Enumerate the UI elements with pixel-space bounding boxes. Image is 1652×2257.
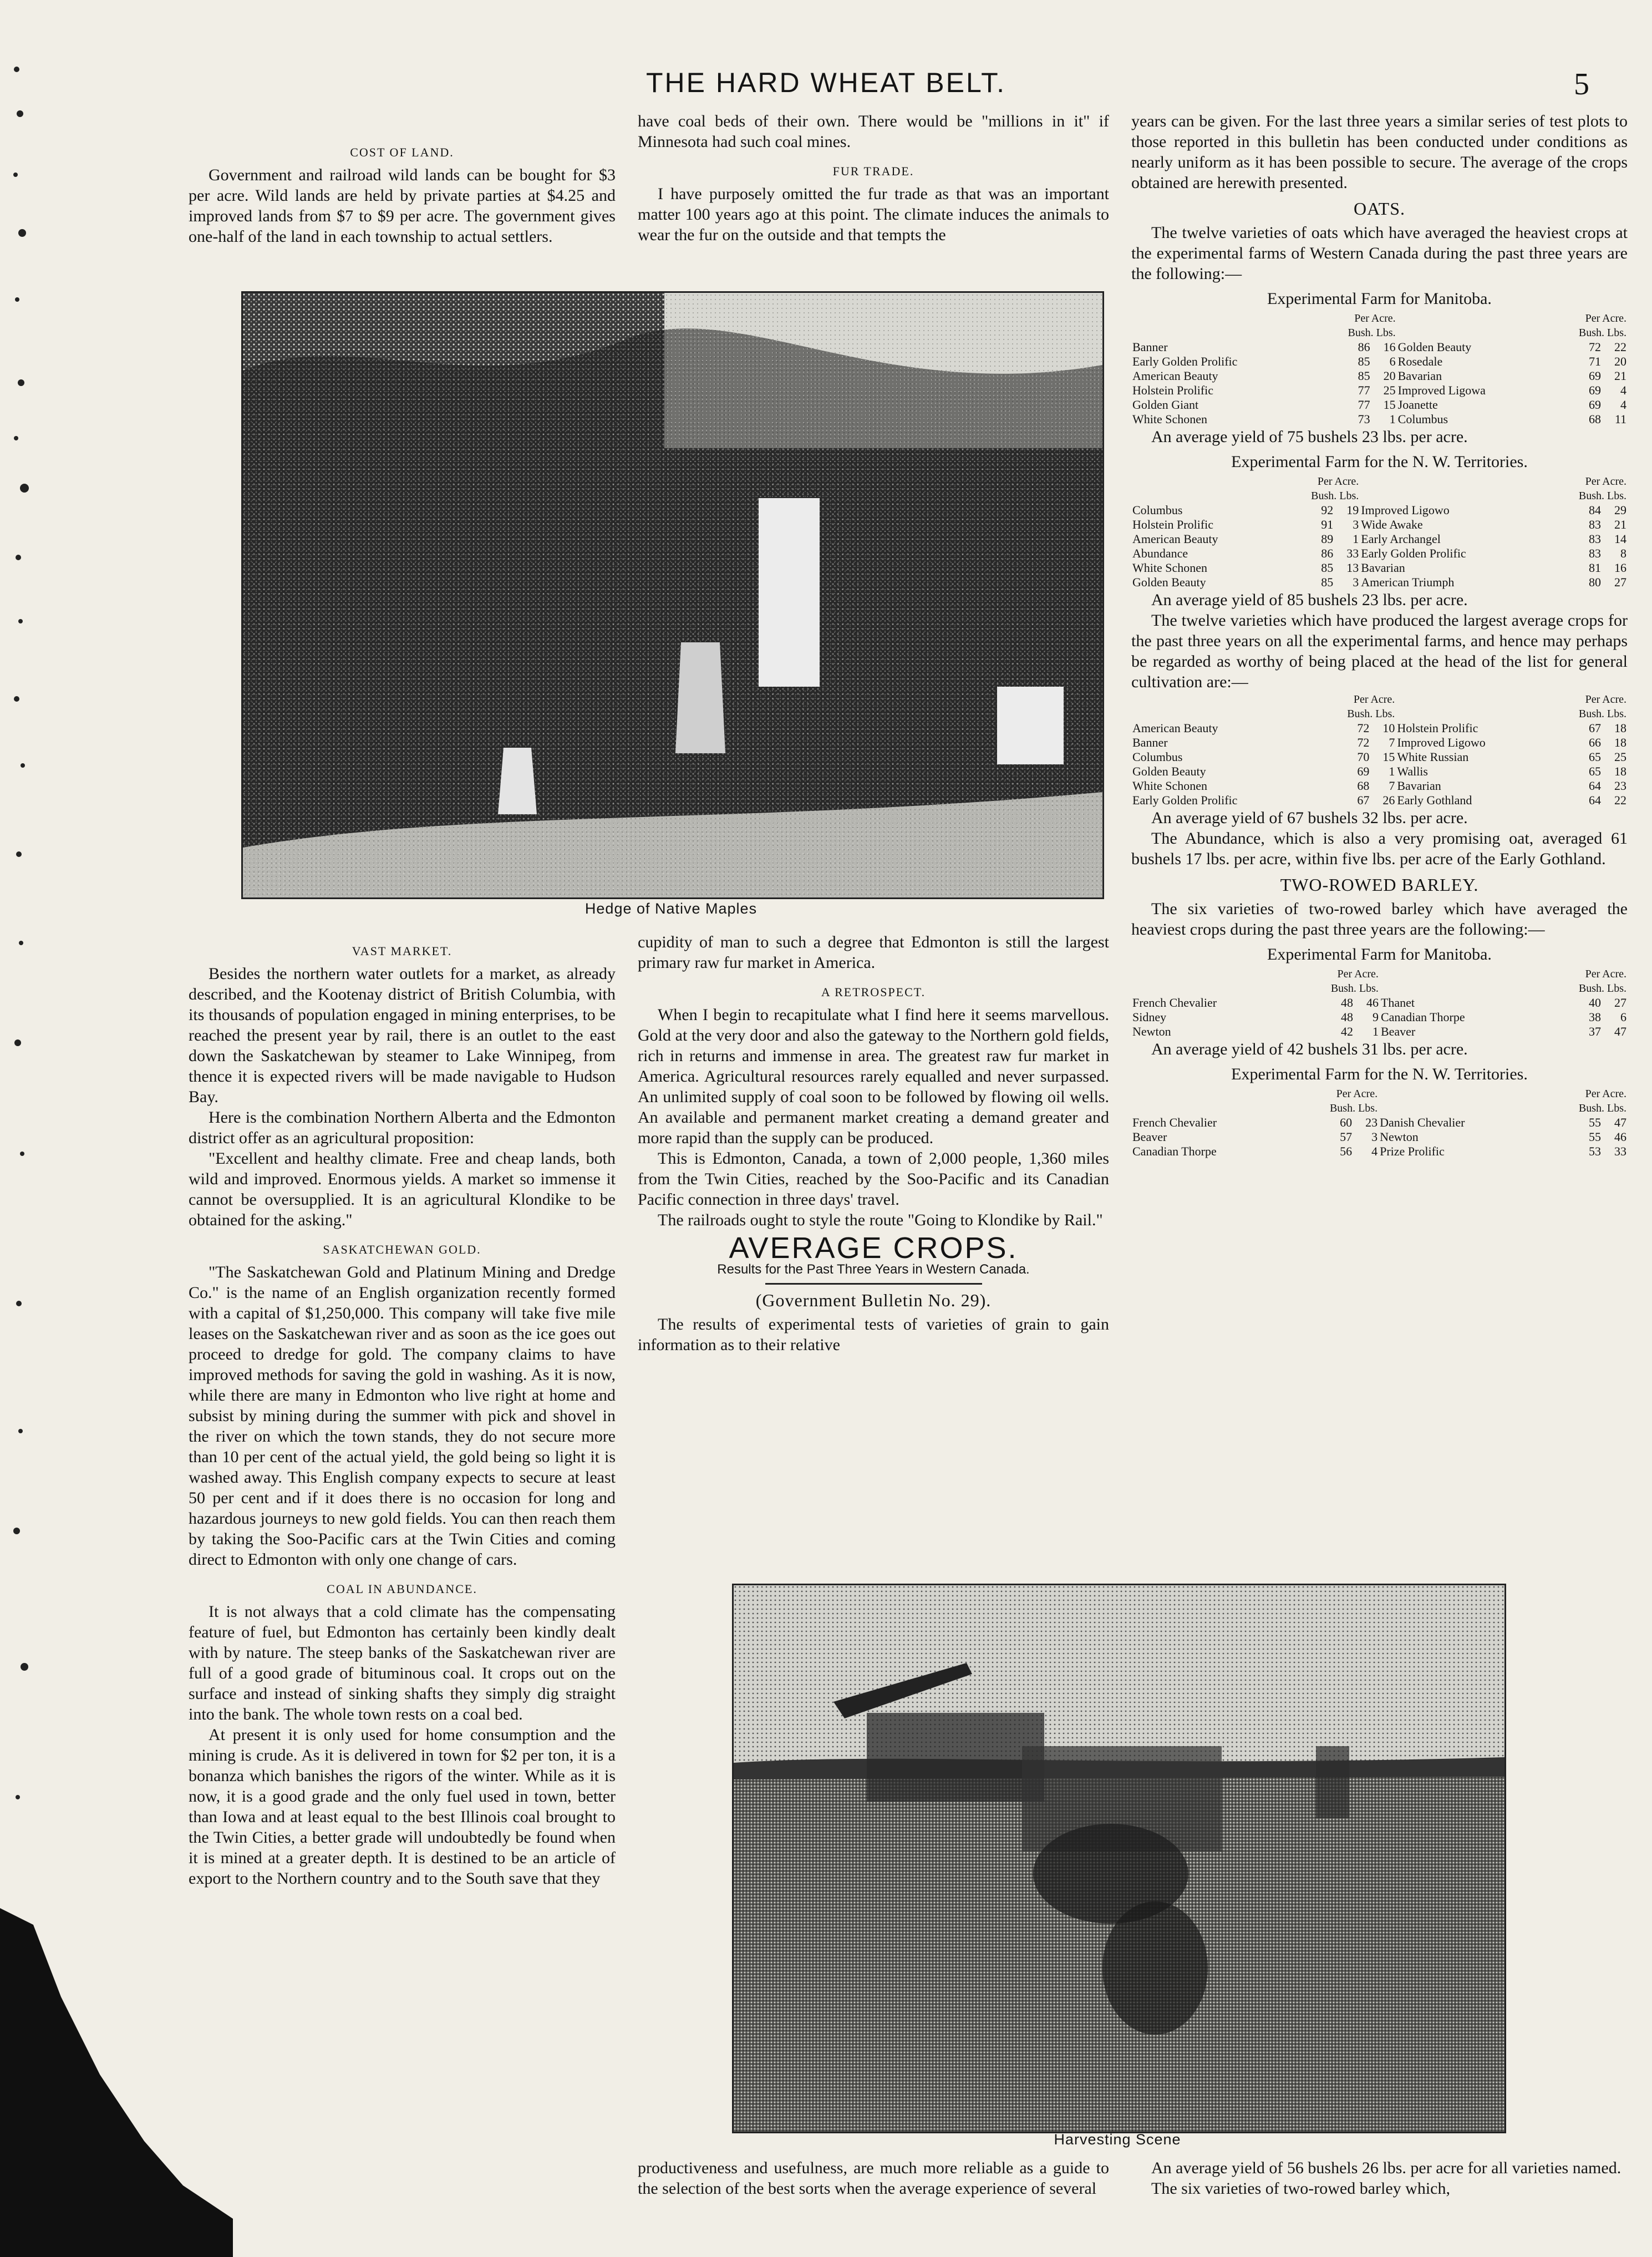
paragraph: have coal beds of their own. There would be "millions in it" if Minnesota had such coal mines. xyxy=(638,112,1109,151)
variety-name: Rosedale xyxy=(1397,354,1443,368)
section-heading: FUR TRADE. xyxy=(832,164,914,178)
pounds-value: 4 xyxy=(1371,1144,1378,1158)
variety-name: Wide Awake xyxy=(1361,518,1423,531)
variety-name: White Schonen xyxy=(1132,561,1208,575)
paragraph: The results of experimental tests of varieties of grain to gain information as to their relative xyxy=(638,1315,1109,1354)
bushels-value: 83 xyxy=(1589,518,1601,531)
pounds-value: 47 xyxy=(1614,1024,1626,1038)
pounds-value: 9 xyxy=(1372,1010,1379,1024)
variety-name: Holstein Prolific xyxy=(1132,518,1214,531)
paragraph: The twelve varieties which have produced the largest average crops for the past three years on all the experimental farms, and hence may perhaps be regarded as worthy of being placed at the head of the list for general cultivation are:— xyxy=(1131,611,1628,691)
bushels-value: 65 xyxy=(1589,750,1601,764)
pounds-value: 7 xyxy=(1389,736,1395,749)
bushels-value: 40 xyxy=(1589,996,1601,1010)
bushels-value: 56 xyxy=(1340,1144,1353,1158)
bushels-value: 83 xyxy=(1589,532,1601,546)
bushels-value: 67 xyxy=(1589,721,1601,735)
paragraph: The twelve varieties of oats which have averaged the heaviest crops at the experimental farms of Western Canada during the past three years are the following:— xyxy=(1131,224,1628,283)
table-header-row xyxy=(1131,707,1628,721)
variety-name: Golden Beauty xyxy=(1132,575,1206,589)
photo-hedge-of-native-maples xyxy=(241,291,1104,899)
column-label-per-acre: Per Acre. xyxy=(1585,968,1626,980)
pounds-value: 6 xyxy=(1389,354,1396,368)
paragraph: The six varieties of two-rowed barley which, xyxy=(1151,2179,1450,2198)
table-row xyxy=(1131,779,1628,793)
pounds-value: 14 xyxy=(1614,532,1626,546)
spacer-cell xyxy=(1131,326,1346,340)
average-yield: An average yield of 42 bushels 31 lbs. per acre. xyxy=(1151,1040,1468,1058)
table-row xyxy=(1131,1144,1628,1159)
bushels-value: 72 xyxy=(1589,340,1601,354)
photo-caption: Harvesting Scene xyxy=(1054,2131,1181,2148)
bushels-value: 84 xyxy=(1589,503,1601,517)
variety-name: Early Golden Prolific xyxy=(1132,354,1238,368)
column-label-per-acre: Per Acre. xyxy=(1585,475,1626,488)
pounds-value: 18 xyxy=(1614,736,1626,749)
column-label-bush-lbs: Bush. Lbs. xyxy=(1348,327,1396,339)
spacer-cell xyxy=(1379,1087,1577,1101)
bushels-value: 72 xyxy=(1357,721,1370,735)
pounds-value: 22 xyxy=(1614,340,1626,354)
paragraph: "Excellent and healthy climate. Free and cheap lands, both wild and improved. Enormous yields. A market so immense it cannot be oversupplied. It is an agricultural Klondike to be obtained for the asking." xyxy=(189,1149,616,1229)
barley-heading: TWO-ROWED BARLEY. xyxy=(1280,875,1479,895)
variety-name: Newton xyxy=(1380,1130,1419,1144)
col1-main xyxy=(189,932,616,1889)
paragraph: The railroads ought to style the route "Going to Klondike by Rail." xyxy=(658,1211,1103,1229)
bushels-value: 83 xyxy=(1589,546,1601,560)
variety-name: Early Archangel xyxy=(1361,532,1441,546)
table-header-row xyxy=(1131,311,1628,326)
bushels-value: 55 xyxy=(1589,1130,1601,1144)
bushels-value: 65 xyxy=(1589,764,1601,778)
spacer-cell xyxy=(1397,326,1577,340)
bushels-value: 37 xyxy=(1589,1024,1601,1038)
farm-heading: Experimental Farm for the N. W. Territories. xyxy=(1231,1065,1528,1083)
bushels-value: 55 xyxy=(1589,1115,1601,1129)
table-row xyxy=(1131,793,1628,808)
column-label-bush-lbs: Bush. Lbs. xyxy=(1578,982,1626,995)
bushels-value: 89 xyxy=(1321,532,1334,546)
bushels-value: 92 xyxy=(1321,503,1334,517)
bushels-value: 77 xyxy=(1358,398,1370,412)
pounds-value: 27 xyxy=(1614,575,1626,589)
paragraph: "The Saskatchewan Gold and Platinum Mining and Dredge Co." is the name of an English organization recently formed with a capital of $1,250,000. This company will take five mile leases on the Saskatchewan river and as soon as the ice goes out proceed to dredge for gold. The company claims to have improved methods for saving the gold in washing. As it is now, while there are many in Edmonton who live right at home and subsist by mining during the summer with pick and shovel in the river on which the town stands, they do not secure more than 10 per cent of the actual yield, the gold being so light it is washed away. This English company expects to secure at least 50 per cent and if it does there is no occasion for long and hazardous journeys to new gold fields. You can then reach them by taking the Soo-Pacific cars at the Twin Cities and coming direct to Edmonton with only one change of cars. xyxy=(189,1263,616,1569)
column-label-per-acre: Per Acre. xyxy=(1317,475,1359,488)
bushels-value: 42 xyxy=(1340,1024,1353,1038)
table-header-row xyxy=(1131,967,1628,981)
section-heading: A RETROSPECT. xyxy=(821,985,926,999)
divider xyxy=(765,1283,982,1285)
pounds-value: 4 xyxy=(1620,398,1626,412)
variety-name: Columbus xyxy=(1132,503,1183,517)
variety-name: Joanette xyxy=(1397,398,1438,412)
barley-manitoba-table xyxy=(1131,967,1628,1039)
bushels-value: 85 xyxy=(1358,369,1370,383)
variety-name: White Schonen xyxy=(1132,779,1208,793)
pounds-value: 18 xyxy=(1614,764,1626,778)
pounds-value: 33 xyxy=(1614,1144,1626,1158)
bottom-mid xyxy=(638,2158,1109,2199)
pounds-value: 23 xyxy=(1365,1115,1378,1129)
pounds-value: 21 xyxy=(1614,518,1626,531)
pounds-value: 46 xyxy=(1614,1130,1626,1144)
column-label-bush-lbs: Bush. Lbs. xyxy=(1347,708,1395,720)
table-header-row xyxy=(1131,1087,1628,1101)
bushels-value: 66 xyxy=(1589,736,1601,749)
spacer-cell xyxy=(1131,1087,1328,1101)
bushels-value: 85 xyxy=(1321,561,1334,575)
pounds-value: 27 xyxy=(1614,996,1626,1010)
paragraph: It is not always that a cold climate has the compensating feature of fuel, but Edmonton has certainly been kindly dealt with by nature. The steep banks of the Saskatchewan river are full of a good grade of bituminous coal. It crops out on the surface and instead of sinking shafts they simply dig straight into the bank. The whole town rests on a coal bed. xyxy=(189,1602,616,1723)
table-row xyxy=(1131,1115,1628,1130)
paragraph: The six varieties of two-rowed barley which have averaged the heaviest crops during the past three years are the following:— xyxy=(1131,900,1628,939)
spacer-cell xyxy=(1360,489,1577,503)
column-label-per-acre: Per Acre. xyxy=(1585,312,1626,324)
paragraph: cupidity of man to such a degree that Edmonton is still the largest primary raw fur market in America. xyxy=(638,933,1109,972)
spacer-cell xyxy=(1379,1101,1577,1115)
oats-manitoba-table xyxy=(1131,311,1628,427)
pounds-value: 1 xyxy=(1389,764,1395,778)
spacer-cell xyxy=(1380,967,1577,981)
table-row xyxy=(1131,546,1628,561)
variety-name: Abundance xyxy=(1132,546,1188,560)
paragraph: At present it is only used for home consumption and the mining is crude. As it is delivered in town for $2 per ton, it is a bonanza which banishes the rigors of the winter. While as it is now, it is a good grade and the only fuel used in town, better than Iowa and at least equal to the best Illinois coal brought to the Twin Cities, a better grade will undoubtedly be found when it is mined at a greater depth. It is destined to be an article of export to the Northern country and to the South save that they xyxy=(189,1726,616,1888)
paragraph: Here is the combination Northern Alberta and the Edmonton district offer as an agricultural proposition: xyxy=(189,1108,616,1147)
article-title: AVERAGE CROPS. xyxy=(729,1231,1018,1265)
variety-name: Danish Chevalier xyxy=(1380,1115,1465,1129)
bushels-value: 70 xyxy=(1357,750,1370,764)
column-label-bush-lbs: Bush. Lbs. xyxy=(1578,490,1626,502)
variety-name: White Schonen xyxy=(1132,412,1208,426)
bushels-value: 77 xyxy=(1358,383,1370,397)
table-row xyxy=(1131,721,1628,736)
bushels-value: 86 xyxy=(1321,546,1334,560)
spacer-cell xyxy=(1131,692,1345,707)
bushels-value: 64 xyxy=(1589,779,1601,793)
photo-harvest-image xyxy=(734,1585,1504,2132)
column-label-per-acre: Per Acre. xyxy=(1336,1088,1378,1100)
farm-heading: Experimental Farm for the N. W. Territories. xyxy=(1231,453,1528,471)
variety-name: Early Golden Prolific xyxy=(1361,546,1466,560)
bushels-value: 67 xyxy=(1357,793,1370,807)
spacer-cell xyxy=(1396,692,1577,707)
table-row xyxy=(1131,532,1628,546)
column-label-per-acre: Per Acre. xyxy=(1585,1088,1626,1100)
oats-heading: OATS. xyxy=(1353,199,1405,219)
pounds-value: 20 xyxy=(1614,354,1626,368)
variety-name: Beaver xyxy=(1380,1024,1416,1038)
pounds-value: 11 xyxy=(1614,412,1626,426)
column-label-per-acre: Per Acre. xyxy=(1353,693,1395,706)
pounds-value: 1 xyxy=(1389,412,1396,426)
pounds-value: 13 xyxy=(1346,561,1359,575)
pounds-value: 1 xyxy=(1372,1024,1379,1038)
farm-heading: Experimental Farm for Manitoba. xyxy=(1267,290,1492,308)
variety-name: American Beauty xyxy=(1132,721,1218,735)
pounds-value: 19 xyxy=(1346,503,1359,517)
pounds-value: 22 xyxy=(1614,793,1626,807)
variety-name: American Triumph xyxy=(1361,575,1455,589)
col2-top xyxy=(638,111,1109,245)
variety-name: Newton xyxy=(1132,1024,1171,1038)
bushels-value: 53 xyxy=(1589,1144,1601,1158)
pounds-value: 10 xyxy=(1382,721,1395,735)
variety-name: Golden Beauty xyxy=(1397,340,1472,354)
variety-name: Holstein Prolific xyxy=(1132,383,1214,397)
variety-name: Golden Beauty xyxy=(1132,764,1206,778)
table-header-row xyxy=(1131,692,1628,707)
table-row xyxy=(1131,354,1628,369)
bushels-value: 60 xyxy=(1340,1115,1353,1129)
variety-name: Sidney xyxy=(1132,1010,1167,1024)
ink-blot xyxy=(0,1908,233,2257)
variety-name: Prize Prolific xyxy=(1380,1144,1445,1158)
table-header-row xyxy=(1131,326,1628,340)
variety-name: White Russian xyxy=(1397,750,1469,764)
bulletin-reference: (Government Bulletin No. 29). xyxy=(755,1290,992,1310)
spacer-cell xyxy=(1131,1101,1328,1115)
pounds-value: 1 xyxy=(1353,532,1359,546)
col3 xyxy=(1131,111,1628,1159)
bushels-value: 81 xyxy=(1589,561,1601,575)
bushels-value: 86 xyxy=(1358,340,1370,354)
bushels-value: 57 xyxy=(1340,1130,1353,1144)
bushels-value: 38 xyxy=(1589,1010,1601,1024)
pounds-value: 20 xyxy=(1383,369,1396,383)
pounds-value: 3 xyxy=(1353,575,1359,589)
photo-hedge-image xyxy=(243,293,1102,897)
table-row xyxy=(1131,369,1628,383)
barley-nwt-table xyxy=(1131,1087,1628,1159)
pounds-value: 3 xyxy=(1371,1130,1378,1144)
table-header-row xyxy=(1131,489,1628,503)
column-label-per-acre: Per Acre. xyxy=(1585,693,1626,706)
column-label-bush-lbs: Bush. Lbs. xyxy=(1578,708,1626,720)
table-row xyxy=(1131,996,1628,1010)
section-heading: VAST MARKET. xyxy=(352,944,453,958)
bushels-value: 68 xyxy=(1357,779,1370,793)
bushels-value: 69 xyxy=(1357,764,1370,778)
variety-name: Banner xyxy=(1132,736,1168,749)
bushels-value: 72 xyxy=(1357,736,1370,749)
col2-main xyxy=(638,932,1109,1355)
variety-name: Improved Ligowa xyxy=(1397,383,1486,397)
table-header-row xyxy=(1131,474,1628,489)
pounds-value: 33 xyxy=(1346,546,1359,560)
table-row xyxy=(1131,736,1628,750)
column-label-per-acre: Per Acre. xyxy=(1354,312,1396,324)
spacer-cell xyxy=(1131,707,1345,721)
pounds-value: 25 xyxy=(1614,750,1626,764)
pounds-value: 7 xyxy=(1389,779,1395,793)
bushels-value: 71 xyxy=(1589,354,1601,368)
spacer-cell xyxy=(1131,311,1346,326)
variety-name: Bavarian xyxy=(1361,561,1405,575)
bushels-value: 73 xyxy=(1358,412,1370,426)
variety-name: Early Golden Prolific xyxy=(1132,793,1238,807)
column-label-bush-lbs: Bush. Lbs. xyxy=(1330,982,1379,995)
column-label-per-acre: Per Acre. xyxy=(1337,968,1379,980)
spacer-cell xyxy=(1380,981,1577,996)
table-header-row xyxy=(1131,1101,1628,1115)
pounds-value: 6 xyxy=(1620,1010,1626,1024)
column-label-bush-lbs: Bush. Lbs. xyxy=(1311,490,1359,502)
table-row xyxy=(1131,1024,1628,1039)
table-row xyxy=(1131,503,1628,518)
column-label-bush-lbs: Bush. Lbs. xyxy=(1329,1102,1378,1114)
pounds-value: 15 xyxy=(1383,398,1396,412)
paragraph: An average yield of 56 bushels 26 lbs. per acre for all varieties named. xyxy=(1151,2159,1621,2177)
oats-nwt-table xyxy=(1131,474,1628,590)
table-row xyxy=(1131,750,1628,764)
variety-name: Columbus xyxy=(1397,412,1448,426)
variety-name: Thanet xyxy=(1380,996,1415,1010)
variety-name: American Beauty xyxy=(1132,369,1218,383)
pounds-value: 25 xyxy=(1383,383,1396,397)
column-label-bush-lbs: Bush. Lbs. xyxy=(1578,327,1626,339)
table-row xyxy=(1131,561,1628,575)
pounds-value: 23 xyxy=(1614,779,1626,793)
variety-name: Bavarian xyxy=(1397,779,1441,793)
spacer-cell xyxy=(1397,311,1577,326)
table-row xyxy=(1131,1010,1628,1024)
pounds-value: 3 xyxy=(1353,518,1359,531)
table-row xyxy=(1131,412,1628,427)
variety-name: Early Gothland xyxy=(1397,793,1472,807)
pounds-value: 29 xyxy=(1614,503,1626,517)
photo-caption: Hedge of Native Maples xyxy=(584,900,758,917)
spacer-cell xyxy=(1360,474,1577,489)
section-heading: COAL IN ABUNDANCE. xyxy=(327,1582,477,1596)
paragraph: Besides the northern water outlets for a market, as already described, and the Kootenay district of British Columbia, with its thousands of population engaged in mining enterprises, to be reached the present year by rail, there is an outlet to the east down the Saskatchewan by steamer to Lake Winnipeg, from thence it is expected rivers will be made navigable to Hudson Bay. xyxy=(189,965,616,1106)
table-row xyxy=(1131,518,1628,532)
bushels-value: 69 xyxy=(1589,369,1601,383)
variety-name: Holstein Prolific xyxy=(1397,721,1478,735)
paragraph: The Abundance, which is also a very promising oat, averaged 61 bushels 17 lbs. per acre, within five lbs. per acre of the Early Gothland. xyxy=(1131,829,1628,868)
variety-name: Canadian Thorpe xyxy=(1132,1144,1217,1158)
variety-name: Columbus xyxy=(1132,750,1183,764)
table-header-row xyxy=(1131,981,1628,996)
pounds-value: 26 xyxy=(1382,793,1395,807)
bushels-value: 48 xyxy=(1340,996,1353,1010)
variety-name: Bavarian xyxy=(1397,369,1442,383)
section-heading: COST OF LAND. xyxy=(350,145,454,159)
pounds-value: 16 xyxy=(1614,561,1626,575)
pounds-value: 47 xyxy=(1614,1115,1626,1129)
paragraph: I have purposely omitted the fur trade as that was an important matter 100 years ago at this point. The climate induces the animals to wear the fur on the outside and that tempts the xyxy=(638,185,1109,244)
paragraph: Government and railroad wild lands can be bought for $3 per acre. Wild lands are held by private parties at $4.25 and improved lands from $7 to $9 per acre. The government gives one-half of the land in each township to actual settlers. xyxy=(189,166,616,246)
average-yield: An average yield of 75 bushels 23 lbs. per acre. xyxy=(1151,428,1468,446)
bushels-value: 68 xyxy=(1589,412,1601,426)
photo-harvesting-scene xyxy=(732,1584,1506,2133)
variety-name: Golden Giant xyxy=(1132,398,1199,412)
spacer-cell xyxy=(1131,981,1329,996)
bushels-value: 85 xyxy=(1358,354,1370,368)
article-subtitle: Results for the Past Three Years in Western Canada. xyxy=(717,1262,1030,1277)
variety-name: Canadian Thorpe xyxy=(1380,1010,1465,1024)
column-label-bush-lbs: Bush. Lbs. xyxy=(1578,1102,1626,1114)
bushels-value: 48 xyxy=(1340,1010,1353,1024)
table-row xyxy=(1131,1130,1628,1144)
pounds-value: 46 xyxy=(1366,996,1379,1010)
table-row xyxy=(1131,398,1628,412)
paragraph: years can be given. For the last three years a similar series of test plots to those reported in this bulletin has been conducted under conditions as nearly uniform as it has been possible to secure. The average of the crops obtained are herewith presented. xyxy=(1131,112,1628,192)
variety-name: French Chevalier xyxy=(1132,1115,1217,1129)
farm-heading: Experimental Farm for Manitoba. xyxy=(1267,945,1492,963)
pounds-value: 16 xyxy=(1383,340,1396,354)
variety-name: Beaver xyxy=(1132,1130,1167,1144)
page-number: 5 xyxy=(1574,67,1589,102)
bushels-value: 69 xyxy=(1589,398,1601,412)
bushels-value: 64 xyxy=(1589,793,1601,807)
bushels-value: 91 xyxy=(1321,518,1334,531)
pounds-value: 8 xyxy=(1620,546,1626,560)
average-yield: An average yield of 85 bushels 23 lbs. per acre. xyxy=(1151,591,1468,609)
variety-name: Improved Ligowo xyxy=(1361,503,1450,517)
bushels-value: 80 xyxy=(1589,575,1601,589)
variety-name: Wallis xyxy=(1397,764,1428,778)
variety-name: American Beauty xyxy=(1132,532,1218,546)
variety-name: French Chevalier xyxy=(1132,996,1217,1010)
variety-name: Banner xyxy=(1132,340,1168,354)
spacer-cell xyxy=(1131,474,1309,489)
pounds-value: 4 xyxy=(1620,383,1626,397)
paragraph: This is Edmonton, Canada, a town of 2,000 people, 1,360 miles from the Twin Cities, reached by the Soo-Pacific and its Canadian Pacific connection in three days' travel. xyxy=(638,1149,1109,1209)
paragraph: productiveness and usefulness, are much more reliable as a guide to the selection of the best sorts when the average experience of several xyxy=(638,2159,1109,2198)
spacer-cell xyxy=(1396,707,1577,721)
spacer-cell xyxy=(1131,967,1329,981)
pounds-value: 18 xyxy=(1614,721,1626,735)
spacer-cell xyxy=(1131,489,1309,503)
bushels-value: 69 xyxy=(1589,383,1601,397)
table-row xyxy=(1131,383,1628,398)
variety-name: Improved Ligowo xyxy=(1397,736,1486,749)
oats-all-farms-table xyxy=(1131,692,1628,808)
table-row xyxy=(1131,575,1628,590)
bottom-right xyxy=(1131,2158,1628,2199)
col1-top xyxy=(189,133,616,247)
pounds-value: 21 xyxy=(1614,369,1626,383)
running-header: THE HARD WHEAT BELT. xyxy=(646,67,1006,98)
table-row xyxy=(1131,340,1628,354)
paragraph: When I begin to recapitulate what I find here it seems marvellous. Gold at the very door and also the gateway to the Northern gold fields, rich in returns and immense in area. The greatest raw fur market in America. Agricultural resources rarely equalled and never surpassed. An unlimited supply of coal soon to be followed by flowing oil wells. An available and permanent market creating a demand greater and more rapid than the supply can be produced. xyxy=(638,1006,1109,1147)
pounds-value: 15 xyxy=(1382,750,1395,764)
bushels-value: 85 xyxy=(1321,575,1334,589)
average-yield: An average yield of 67 bushels 32 lbs. per acre. xyxy=(1151,809,1468,827)
table-row xyxy=(1131,764,1628,779)
section-heading: SASKATCHEWAN GOLD. xyxy=(323,1242,481,1256)
